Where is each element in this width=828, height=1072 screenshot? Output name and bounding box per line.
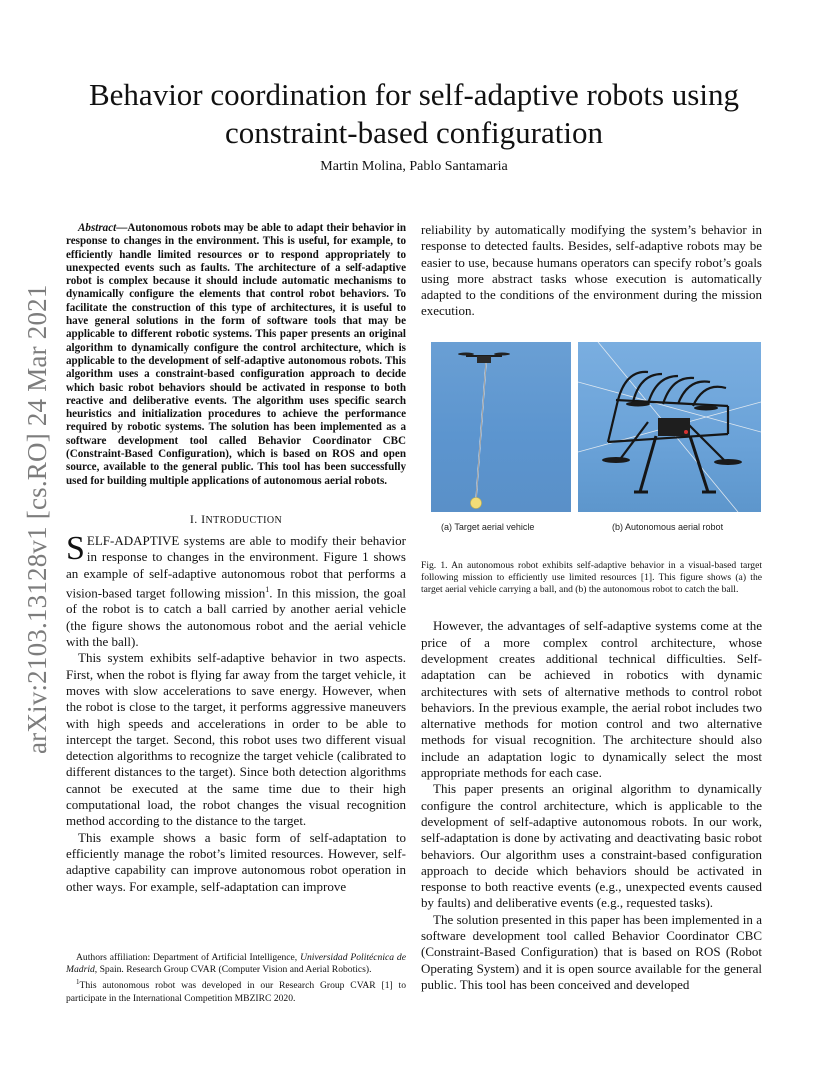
paper-title: Behavior coordination for self-adaptive robots using constraint-based configuration: [89, 77, 739, 150]
drop-cap: S: [66, 529, 85, 567]
target-vehicle-photo: [431, 342, 571, 512]
section-title-rest: NTRODUCTION: [205, 514, 283, 526]
subcaption-b: (b) Autonomous aerial robot: [612, 521, 724, 532]
intro-paragraph-1: [66, 529, 406, 650]
autonomous-robot-image: [578, 342, 761, 512]
intro-p1-text2: . In this mission, the goal of the robot is to catch a ball carried by another aerial vehicle (the figure shows the autonomous robot and the aerial vehicle with the ball).: [66, 585, 406, 650]
intro-paragraph-2: This system exhibits self-adaptive behavior in two aspects. First, when the robot is flying far away from the target vehicle, it moves with slow accelerations to save energy. However, when the robot is close to the target, it performs aggressive maneuvers with high speeds and accelerations in order to be able to intercept the target. Second, this robot uses two different visual detection algorithms to recognize the target vehicle (calibrated to different distances to the target). Since both detection algorithms cannot be executed at the same time due to their high computational load, the robot changes the visual recognition method according to the distance to the target.: [66, 650, 406, 829]
footnotes: [66, 952, 406, 1005]
arxiv-identifier: arXiv:2103.13128v1 [cs.RO] 24 Mar 2021: [22, 284, 52, 754]
right-column: [421, 222, 762, 993]
right-paragraph-5: This paper presents an original algorithm to dynamically configure the control architecture, which is applicable to the development of self-adaptive autonomous robots. In our work, self-adaptation is done by activating and deactivating basic robot behaviors. Our algorithm uses a constraint-based configuration approach to decide which behaviors should be activated in response to both reactive events (e.g., unexpected events caused by faults) and deliberative events (e.g., requested tasks).: [421, 781, 762, 911]
footnote-1-text: This autonomous robot was developed in our Research Group CVAR [1] to participate in the International Competition MBZIRC 2020.: [66, 980, 406, 1004]
footnote-marker: 1: [265, 584, 270, 594]
abstract-text: —Autonomous robots may be able to adapt their behavior in response to changes in the environment. This is useful, for example, to efficiently handle limited resources or to respond appropriately to unexpected events such as faults. The architecture of a self-adaptive robot is complex because it should include automatic mechanisms to dynamically configure the elements that control robot behaviors. To facilitate the construction of this type of architectures, it is useful to have general solutions in the form of software tools that may be applicable to different robotic systems. This paper presents an original algorithm to dynamically configure the control architecture, which is applicable to the development of self-adaptive autonomous robots. This algorithm uses a constraint-based configuration approach to decide which basic robot behaviors should be activated in response to both reactive and deliberative events. The algorithm uses specific search heuristics and initialization procedures to achieve the performance required by robotic systems. The solution has been implemented as a software development tool called Behavior Coordinator CBC (Constraint-Based Configuration), which is based on ROS and open source, available to the general public. This tool has been successfully used for building multiple applications of autonomous aerial robots.: [66, 222, 406, 487]
intro-p1-text: systems are able to modify their behavior in response to changes in the environment. Figure 1 shows an example of self-adaptive autonomous robot that performs a vision-based target following mission: [66, 532, 406, 601]
footnote-1: [66, 976, 406, 1005]
abstract: [66, 222, 406, 488]
author-list: Martin Molina, Pablo Santamaria: [320, 159, 508, 174]
right-paragraph-6: The solution presented in this paper has been implemented in a software development tool called Behavior Coordinator CBC (Constraint-Based Configuration) that is based on ROS (Robot Operating System) and it is open source available for the general public. This tool has been conceived and developed: [421, 911, 762, 992]
intro-smallcaps: ELF-ADAPTIVE: [86, 532, 180, 548]
intro-paragraph-3: This example shows a basic form of self-adaptation to efficiently manage the robot’s limited resources. However, self-adaptive capability can improve autonomous robot operation in other ways. For example, self-adaptation can improve: [66, 829, 406, 894]
affiliation-university: Universidad Politécnica de Madrid: [66, 952, 406, 976]
section-title-initial: I: [201, 511, 206, 526]
left-column: [66, 222, 406, 895]
right-paragraph-top: reliability by automatically modifying the system’s behavior in response to detected faults. Besides, self-adaptive robots may be easier to use, because humans operators can specify robot’s goals using more abstract tasks whose execution is automatically adapted to the conditions of the environment during the mission execution.: [421, 222, 762, 319]
affiliation-text-end: , Spain. Research Group CVAR (Computer Vision and Aerial Robotics).: [94, 964, 372, 976]
section-number: I.: [189, 511, 198, 526]
subcaption-a: (a) Target aerial vehicle: [441, 521, 535, 532]
target-drone-with-ball-image: [431, 342, 571, 512]
section-heading-introduction: [66, 512, 406, 527]
figure-caption: Fig. 1. An autonomous robot exhibits self-adaptive behavior in a visual-based target following mission to efficiently use limited resources [1]. This figure shows (a) the target aerial vehicle carrying a ball, and (b) the autonomous robot to catch the ball.: [421, 559, 762, 596]
right-paragraph-4: However, the advantages of self-adaptive systems come at the price of a more complex control architecture, whose development creates additional technical difficulties. Self-adaptation can be achieved in robotics with dynamic architectures with sets of alternative methods to control robot behaviors. In the previous example, the aerial robot includes two alternative methods for motion control and two alternative methods for visual recognition. The architecture should also include an adaptation logic to dynamically select the most appropriate methods for each case.: [421, 618, 762, 781]
abstract-lead: Abstract: [78, 222, 117, 234]
footnote-1-mark: 1: [76, 978, 80, 987]
affiliation-text: Authors affiliation: Department of Artificial Intelligence,: [76, 952, 301, 963]
affiliation-note: [66, 952, 406, 976]
autonomous-robot-photo: [578, 342, 761, 512]
figure-1: [421, 342, 762, 538]
